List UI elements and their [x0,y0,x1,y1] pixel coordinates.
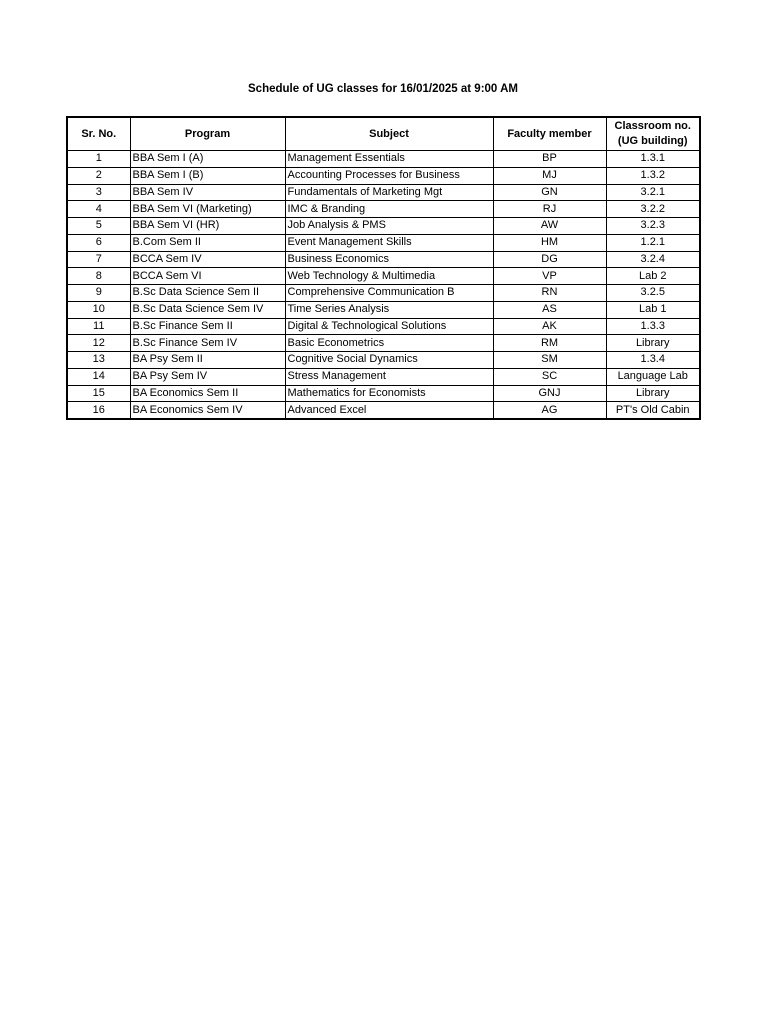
cell-program: BBA Sem I (B) [130,167,285,184]
table-row [67,167,700,184]
header-program: Program [130,117,285,151]
table-row [67,368,700,385]
cell-classroom: Language Lab [606,368,700,385]
cell-program: BA Economics Sem IV [130,402,285,419]
cell-faculty: RJ [493,201,606,218]
table-row [67,301,700,318]
cell-classroom: Library [606,385,700,402]
table-row [67,218,700,235]
cell-sr-no: 3 [67,184,130,201]
cell-classroom: 1.2.1 [606,234,700,251]
header-classroom-line2: (UG building) [617,135,688,147]
cell-classroom: 1.3.2 [606,167,700,184]
table-row [67,285,700,302]
cell-classroom: Lab 2 [606,268,700,285]
cell-classroom: 1.3.1 [606,151,700,168]
cell-subject: Comprehensive Communication B [285,285,493,302]
cell-sr-no: 16 [67,402,130,419]
cell-faculty: SM [493,352,606,369]
header-faculty: Faculty member [493,117,606,151]
cell-program: BBA Sem I (A) [130,151,285,168]
cell-subject: Accounting Processes for Business [285,167,493,184]
table-row [67,268,700,285]
page-title: Schedule of UG classes for 16/01/2025 at 9:00 AM [248,83,518,95]
table-row [67,234,700,251]
cell-faculty: SC [493,368,606,385]
cell-subject: Business Economics [285,251,493,268]
cell-sr-no: 10 [67,301,130,318]
cell-classroom: 3.2.3 [606,218,700,235]
cell-classroom: Lab 1 [606,301,700,318]
cell-subject: Advanced Excel [285,402,493,419]
cell-subject: Cognitive Social Dynamics [285,352,493,369]
cell-program: BA Psy Sem IV [130,368,285,385]
cell-sr-no: 2 [67,167,130,184]
cell-classroom: 1.3.3 [606,318,700,335]
cell-sr-no: 13 [67,352,130,369]
table-row [67,151,700,168]
cell-sr-no: 14 [67,368,130,385]
cell-faculty: GN [493,184,606,201]
cell-program: BCCA Sem VI [130,268,285,285]
cell-subject: Time Series Analysis [285,301,493,318]
cell-program: B.Sc Data Science Sem II [130,285,285,302]
cell-sr-no: 15 [67,385,130,402]
cell-sr-no: 6 [67,234,130,251]
table-body [67,151,700,420]
header-classroom [606,117,700,151]
cell-classroom: 1.3.4 [606,352,700,369]
table-header [67,117,700,151]
cell-subject: Fundamentals of Marketing Mgt [285,184,493,201]
cell-subject: Web Technology & Multimedia [285,268,493,285]
cell-faculty: VP [493,268,606,285]
cell-subject: Mathematics for Economists [285,385,493,402]
table-row [67,385,700,402]
cell-faculty: MJ [493,167,606,184]
table-row [67,335,700,352]
cell-sr-no: 5 [67,218,130,235]
table-row [67,402,700,419]
cell-program: B.Sc Finance Sem IV [130,335,285,352]
cell-program: B.Sc Data Science Sem IV [130,301,285,318]
cell-subject: Job Analysis & PMS [285,218,493,235]
cell-sr-no: 4 [67,201,130,218]
cell-classroom: 3.2.4 [606,251,700,268]
cell-subject: Stress Management [285,368,493,385]
cell-subject: Event Management Skills [285,234,493,251]
cell-faculty: AK [493,318,606,335]
cell-sr-no: 11 [67,318,130,335]
cell-subject: IMC & Branding [285,201,493,218]
table-row [67,184,700,201]
cell-faculty: AW [493,218,606,235]
cell-program: B.Sc Finance Sem II [130,318,285,335]
cell-program: B.Com Sem II [130,234,285,251]
header-subject: Subject [285,117,493,151]
cell-faculty: AS [493,301,606,318]
cell-classroom: Library [606,335,700,352]
table-row [67,201,700,218]
cell-classroom: PT's Old Cabin [606,402,700,419]
cell-classroom: 3.2.5 [606,285,700,302]
cell-faculty: AG [493,402,606,419]
cell-program: BBA Sem VI (HR) [130,218,285,235]
schedule-table [66,116,701,420]
cell-sr-no: 9 [67,285,130,302]
header-classroom-line1: Classroom no. [614,120,691,132]
cell-subject: Basic Econometrics [285,335,493,352]
cell-faculty: RM [493,335,606,352]
cell-faculty: GNJ [493,385,606,402]
cell-program: BCCA Sem IV [130,251,285,268]
cell-program: BBA Sem IV [130,184,285,201]
cell-program: BA Psy Sem II [130,352,285,369]
cell-sr-no: 1 [67,151,130,168]
cell-classroom: 3.2.1 [606,184,700,201]
cell-subject: Management Essentials [285,151,493,168]
header-row [67,117,700,151]
cell-faculty: BP [493,151,606,168]
cell-sr-no: 7 [67,251,130,268]
header-sr-no: Sr. No. [67,117,130,151]
table-row [67,318,700,335]
cell-sr-no: 12 [67,335,130,352]
cell-faculty: HM [493,234,606,251]
cell-subject: Digital & Technological Solutions [285,318,493,335]
cell-program: BBA Sem VI (Marketing) [130,201,285,218]
cell-faculty: DG [493,251,606,268]
cell-sr-no: 8 [67,268,130,285]
cell-faculty: RN [493,285,606,302]
table-row [67,352,700,369]
table-row [67,251,700,268]
cell-classroom: 3.2.2 [606,201,700,218]
cell-program: BA Economics Sem II [130,385,285,402]
